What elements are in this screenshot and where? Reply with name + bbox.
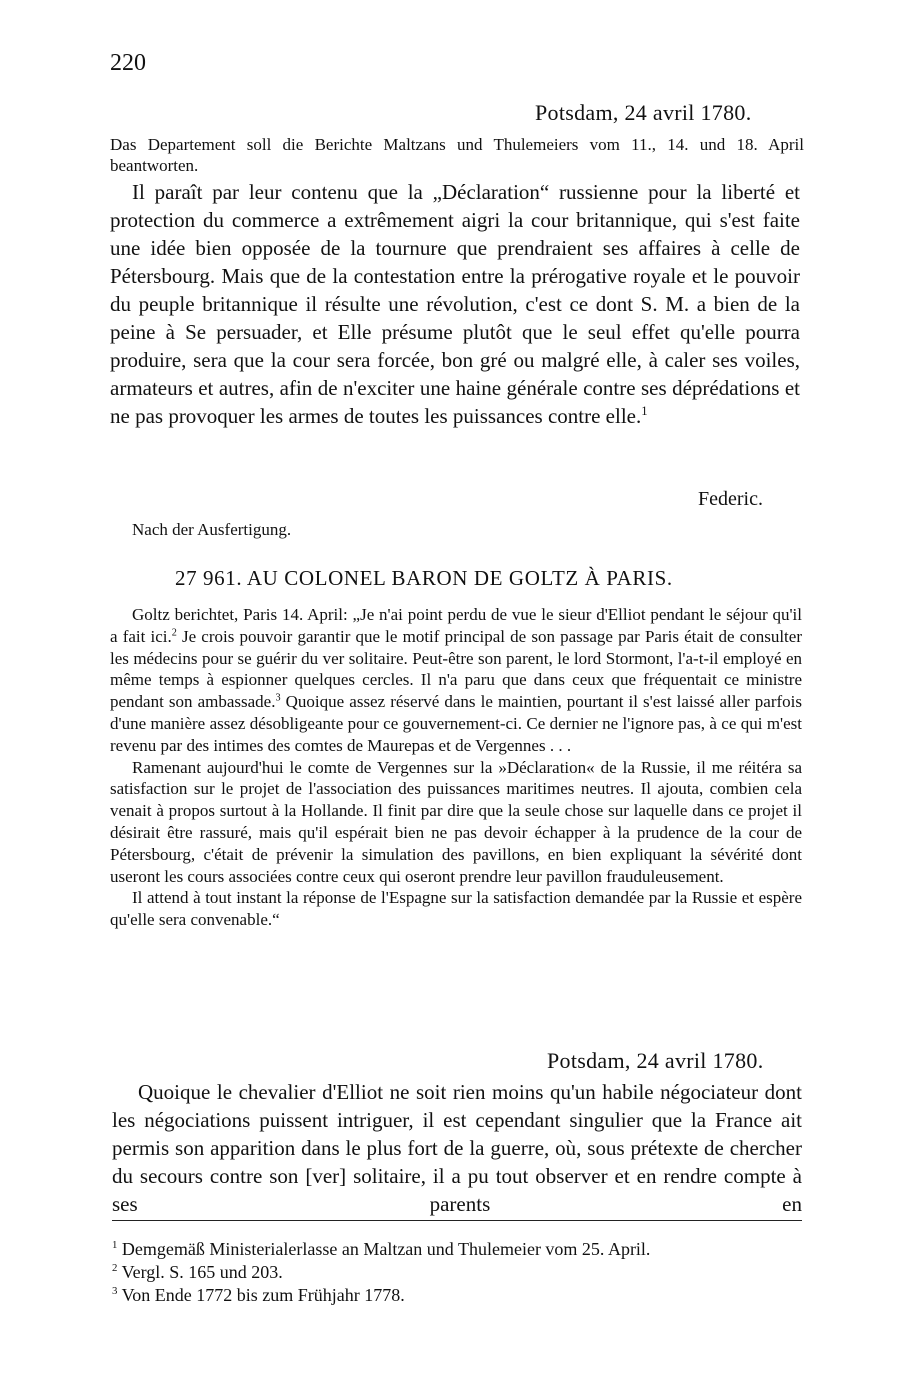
quote-paragraph-1: Goltz berichtet, Paris 14. April: „Je n'ai point perdu de vue le sieur d'Elliot pendant le séjour qu'il a fait ici.$^2$ Je crois pouvoir garantir que le motif principal de son passage par Paris était de consulter les médecins pour se guérir du ver solitaire. Peut-être son parent, le lord Stormont, l'a-t-il employé en même temps à espionner quelques cercles. Il n'a paru que dans ceux que fréquentait ce ministre pendant son ambassade.$^3$ Quoique assez réservé dans le maintien, pourtant il s'est laissé aller parfois d'une manière assez désobligeante pour ce gouvernement-ci. Ce dernier ne l'ignore pas, à ce qui m'est revenu par des intimes des comtes de Maurepas et de Vergennes . . . — [110, 605, 802, 755]
footnote-rule — [112, 1220, 802, 1221]
footnote-ref-1: 1 — [641, 404, 648, 418]
letter-summary: Das Departement soll die Berichte Maltzans und Thulemeiers vom 11., 14. und 18. April beantworten. — [110, 135, 804, 175]
footnote-2: $^2$ Vergl. S. 165 und 203. — [112, 1262, 283, 1282]
footnote-ref-2: 2 — [171, 627, 177, 639]
dateline-first-letter: Potsdam, 24 avril 1780. — [535, 100, 752, 125]
quote-paragraph-3: Il attend à tout instant la réponse de l'Espagne sur la satisfaction demandée par la Russie et espère qu'elle sera convenable.“ — [110, 888, 802, 930]
footnote-3: $^3$ Von Ende 1772 bis zum Frühjahr 1778. — [112, 1285, 405, 1305]
quote-paragraph-2: Ramenant aujourd'hui le comte de Vergennes sur la »Déclaration« de la Russie, il me réitéra sa satisfaction sur le projet de l'association des puissances maritimes neutres. Il ajouta, combien cela venait à propos surtout à la Hollande. Il finit par dire que la seule chose sur laquelle dans ce projet il désirait être rassuré, mais qu'il espérait bien ne pas devoir échapper à la prudence de la cour de Pétersbourg, c'était de prévenir la simulation des pavillons, en bien expliquant la sévérité dont useront les cours associées contre ceux qui oseront prendre leur pavillon frauduleusement. — [110, 757, 802, 886]
footnote-1: $^1$ Demgemäß Ministerialerlasse an Maltzan und Thulemeier vom 25. April. — [112, 1239, 651, 1259]
letter-body-text: Il paraît par leur contenu que la „Déclaration“ russienne pour la liberté et protection du commerce a extrêmement aigri la cour britannique, qui s'est faite une idée bien opposée de la tournure que prendraient ses affaires à celle de Pétersbourg. Mais que de la contestation entre la prérogative royale et le pouvoir du peuple britannique il résulte une révolution, c'est ce dont S. M. a bien de la peine à Se persuader, et Elle présume plutôt que le seul effet qu'elle pourra produire, sera que la cour sera forcée, bon gré ou malgré elle, à caler ses voiles, armateurs et autres, afin de n'exciter une haine générale contre ses déprédations et ne pas provoquer les armes de toutes les puissances contre elle. — [110, 180, 800, 428]
page-number: 220 — [110, 50, 146, 76]
report-quote — [110, 604, 802, 931]
dateline-second-letter: Potsdam, 24 avril 1780. — [547, 1048, 764, 1073]
signature: Federic. — [698, 488, 763, 510]
footnote-ref-3: 3 — [275, 692, 281, 704]
source-note: Nach der Ausfertigung. — [132, 520, 292, 539]
letter-body-second-text: Quoique le chevalier d'Elliot ne soit rien moins qu'un habile négociateur dont les négociations puissent intriguer, il est cependant singulier que la France ait permis son apparition dans le plus fort de la guerre, où, sous prétexte de chercher du secours contre son [ver] solitaire, il a pu tout observer et en rendre compte à ses parents en — [112, 1080, 802, 1216]
letter-body-second — [112, 1078, 802, 1218]
letter-body-first — [110, 178, 800, 430]
letter-heading: 27 961. AU COLONEL BARON DE GOLTZ À PARIS. — [175, 566, 673, 590]
